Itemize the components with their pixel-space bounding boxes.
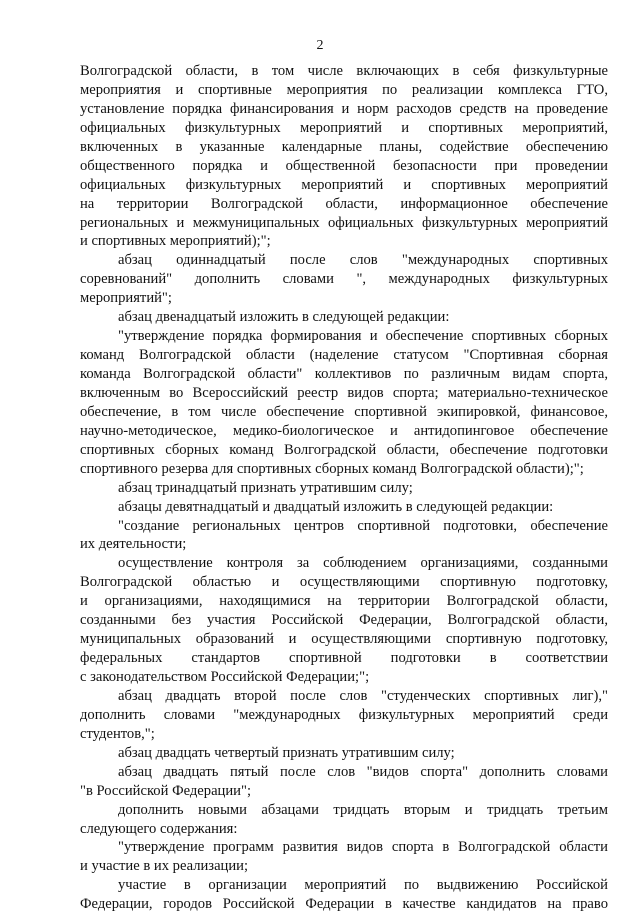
text-line: соревнований" дополнить словами ", международных физкультурных [80,271,608,288]
text-line: абзац двадцать второй после слов "студенческих спортивных лиг)," [118,687,608,704]
text-line: абзацы девятнадцатый и двадцатый изложить в следующей редакции: [118,498,554,515]
text-line: установление порядка финансирования и норм расходов средств на проведение [80,100,608,117]
text-line: научно-методическое, медико-биологическое и антидопинговое обеспечение [80,422,608,439]
text-line: "утверждение порядка формирования и обеспечение спортивных сборных [118,328,608,345]
page-number: 2 [316,38,324,53]
text-line: абзац двадцать четвертый признать утратившим силу; [118,744,455,761]
text-line: федеральных стандартов спортивной подготовки в соответствии [80,650,608,667]
text-line: общественного порядка и общественной безопасности при проведении [80,157,608,174]
text-line: официальных физкультурных мероприятий и спортивных мероприятий [80,176,608,193]
text-line: следующего содержания: [80,820,238,837]
text-line: созданными без участия Российской Федерации, Волгоградской области, [80,612,608,629]
text-line: обеспечение, в том числе обеспечение спортивной экипировкой, финансовое, [80,403,608,420]
text-line: абзац двадцать пятый после слов "видов спорта" дополнить словами [118,763,608,780]
text-line: студентов,"; [80,725,155,742]
text-line: абзац тринадцатый признать утратившим силу; [118,479,413,496]
text-line: Федерации, городов Российской Федерации в качестве кандидатов на право [80,896,608,913]
text-line: дополнить новыми абзацами тридцать вторым и тридцать третьим [118,801,608,818]
text-line: мероприятия и спортивные мероприятия по реализации комплекса ГТО, [80,81,608,98]
text-line: осуществление контроля за соблюдением организациями, созданными [118,555,608,572]
text-line: "утверждение программ развития видов спорта в Волгоградской области [118,839,608,856]
text-line: команда Волгоградской области" коллективов по различным видам спорта, [80,366,608,382]
text-line: включенным во Всероссийский реестр видов спорта; материально-техническое [80,384,608,401]
text-line: региональных и межмуниципальных официальных физкультурных мероприятий [80,214,608,231]
text-line: "создание региональных центров спортивной подготовки, обеспечение [118,517,608,534]
text-line: Волгоградской областью и осуществляющими спортивную подготовку, [80,574,608,591]
text-line: дополнить словами "международных физкультурных мероприятий среди [80,706,608,723]
text-line: участие в организации мероприятий по выдвижению Российской [118,877,608,894]
text-line: спортивных сборных команд Волгоградской области, обеспечение подготовки [80,441,608,458]
text-line: и участие в их реализации; [80,858,249,875]
text-line: Волгоградской области, в том числе включающих в себя физкультурные [80,63,608,79]
text-line: и спортивных мероприятий);"; [80,233,271,250]
document-body [80,62,608,914]
text-line: их деятельности; [80,536,187,553]
text-line: спортивного резерва для спортивных сборных команд Волгоградской области);"; [80,460,584,477]
text-line: и организациями, находящимися на территории Волгоградской области, [80,593,608,610]
text-line: команд Волгоградской области (наделение статусом "Спортивная сборная [80,347,608,364]
text-line: на территории Волгоградской области, информационное обеспечение [80,195,608,212]
text-line: мероприятий"; [80,290,172,307]
text-line: абзац одиннадцатый после слов "международных спортивных [118,252,608,269]
text-line: официальных физкультурных мероприятий и спортивных мероприятий, [80,119,608,136]
text-line: включенных в указанные календарные планы, содействие обеспечению [80,138,608,155]
text-line: муниципальных образований и осуществляющими спортивную подготовку, [80,631,608,648]
text-line: с законодательством Российской Федерации;"; [80,669,370,685]
text-line: абзац двенадцатый изложить в следующей редакции: [118,309,450,326]
text-line: "в Российской Федерации"; [80,782,251,799]
